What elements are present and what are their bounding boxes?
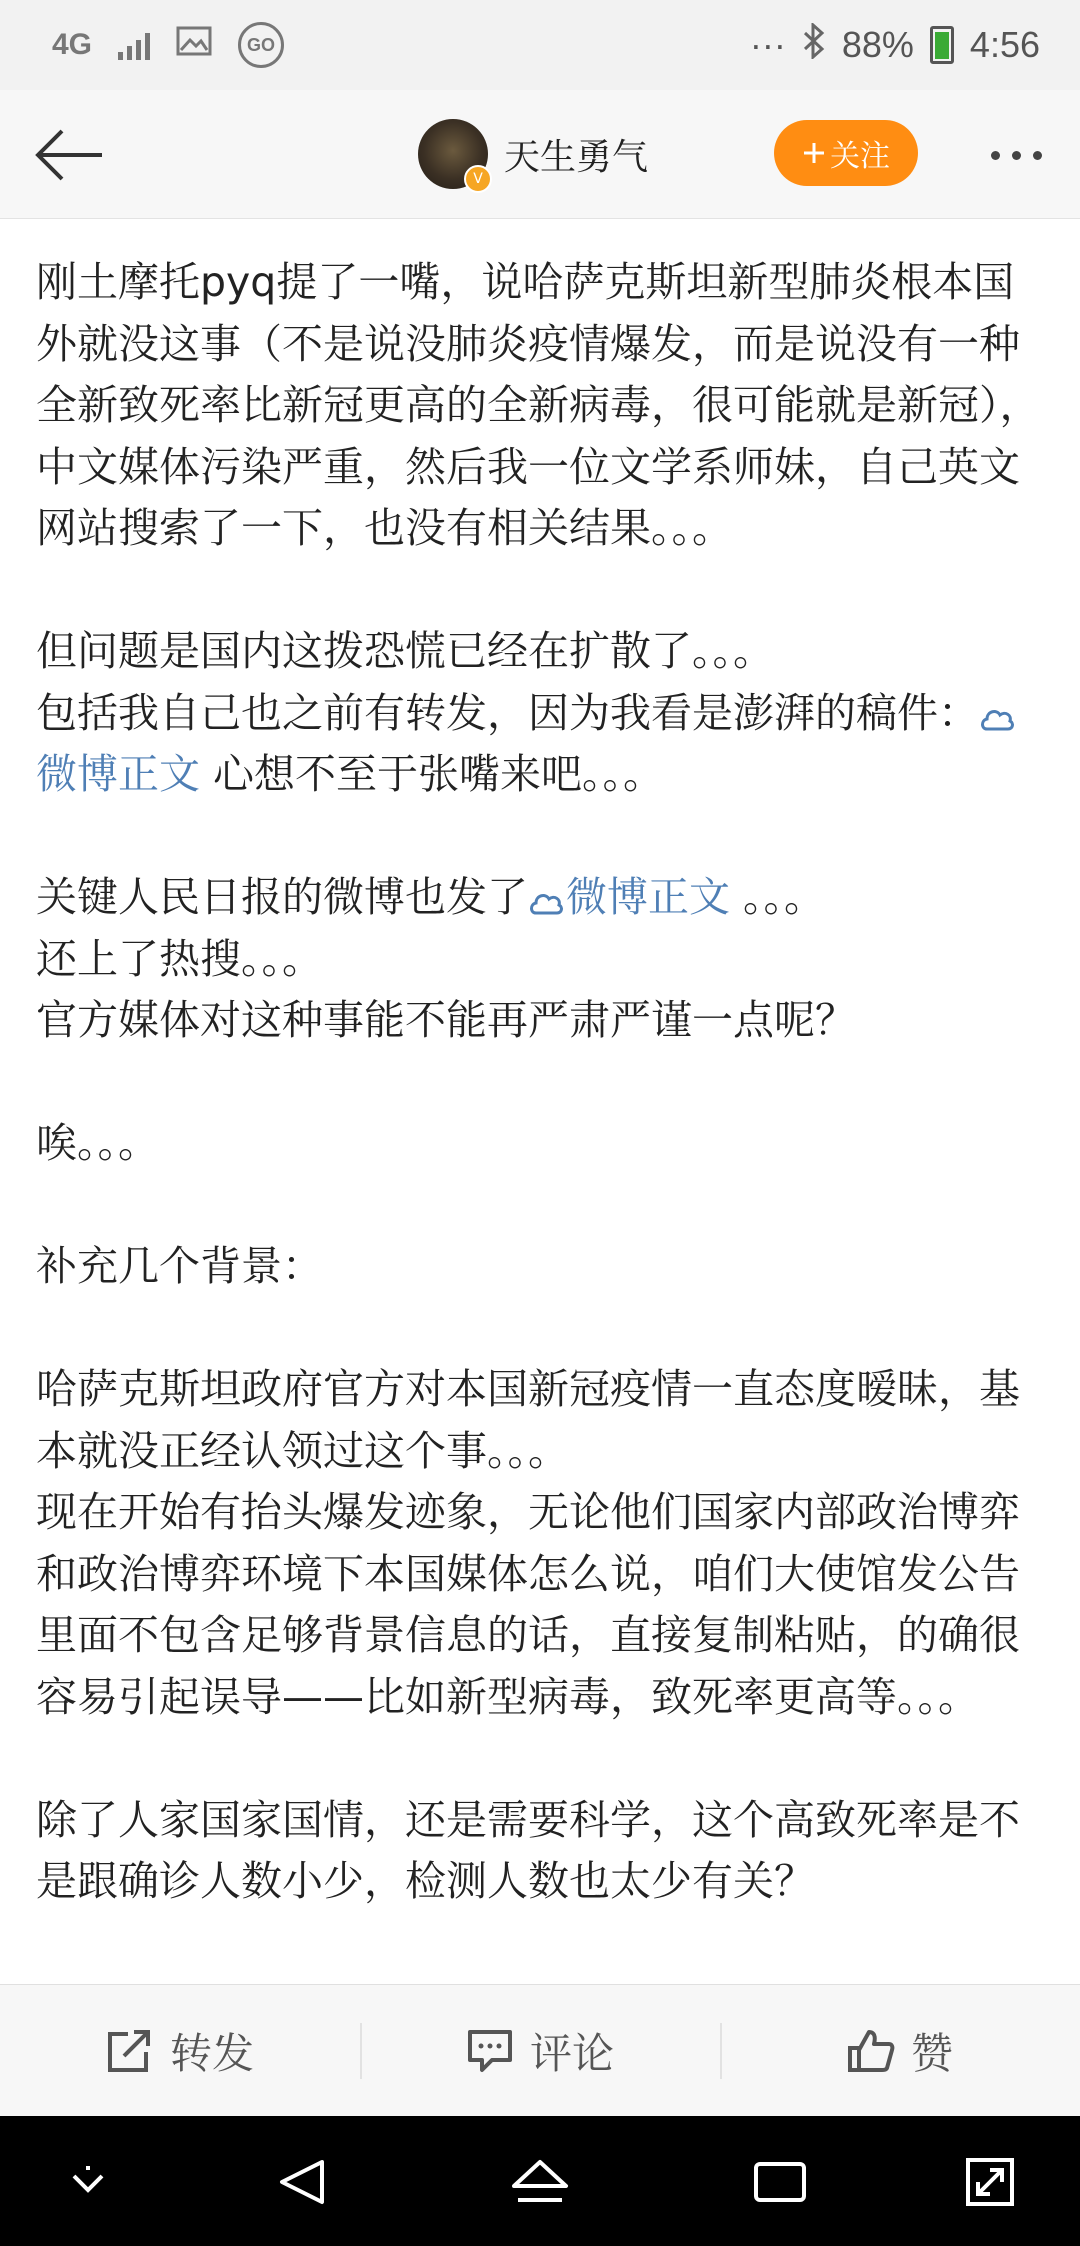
more-dot-icon xyxy=(1012,151,1021,160)
nav-recents-button[interactable] xyxy=(748,2150,812,2214)
hide-keyboard-button[interactable] xyxy=(56,2150,120,2214)
post-text: 关键人民日报的微博也发了 xyxy=(36,873,528,921)
blank-line xyxy=(36,1175,1046,1237)
more-status-icon: ··· xyxy=(749,24,786,65)
nav-back-button[interactable] xyxy=(270,2150,334,2214)
avatar[interactable] xyxy=(418,119,488,189)
weibo-link-label: 微博正文 xyxy=(566,873,730,921)
post-text: 包括我自己也之前有转发，因为我看是澎湃的稿件： xyxy=(36,688,979,737)
go-app-icon: GO xyxy=(238,22,284,68)
like-button[interactable] xyxy=(720,1985,1080,2117)
post-paragraph: 还上了热搜。。。 xyxy=(36,934,323,983)
action-bar xyxy=(0,1984,1080,2117)
post-paragraph: 刚土摩托pyq提了一嘴，说哈萨克斯坦新型肺炎根本国外就没这事（不是说没肺炎疫情爆发，而是说没有一种全新致死率比新冠更高的全新病毒，很可能就是新冠），中文媒体污染严重，然后我一位文学系师妹，自己英文网站搜索了一下，也没有相关结果。。。 xyxy=(36,258,1041,552)
image-notification-icon xyxy=(176,26,212,65)
blank-line xyxy=(36,806,1046,868)
user-block[interactable] xyxy=(418,118,648,190)
post-paragraph: 补充几个背景： xyxy=(36,1242,323,1290)
repost-button[interactable] xyxy=(0,1985,360,2117)
signal-icon xyxy=(118,30,150,60)
post-paragraph: 唉。。。 xyxy=(36,1119,159,1167)
link-cloud-icon xyxy=(979,703,1015,733)
status-bar xyxy=(0,0,1080,90)
follow-button[interactable] xyxy=(774,120,918,186)
post-paragraph: 哈萨克斯坦政府官方对本国新冠疫情一直态度暧昧，基本就没正经认领过这个事。。。 xyxy=(36,1365,1020,1475)
repost-icon xyxy=(106,2028,154,2074)
thumbs-up-icon xyxy=(847,2028,895,2074)
clock: 4:56 xyxy=(969,24,1040,65)
app-header xyxy=(0,90,1080,219)
post-paragraph: 除了人家国家国情，还是需要科学，这个高致死率是不是跟确诊人数小少，检测人数也太少有关？ xyxy=(36,1795,1020,1905)
post-paragraph xyxy=(36,683,1046,806)
username[interactable]: 天生勇气 xyxy=(504,136,649,178)
repost-label: 转发 xyxy=(169,2029,254,2078)
post-paragraph: 现在开始有抬头爆发迹象，无论他们国家内部政治博弈和政治博弈环境下本国媒体怎么说，咱们大使馆发公告里面不包含足够背景信息的话，直接复制粘贴，的确很容易引起误导——比如新型病毒，致死率更高等。。。 xyxy=(36,1488,1020,1721)
verified-badge-icon: V xyxy=(464,165,492,193)
chevron-down-icon xyxy=(66,2160,110,2204)
battery-percent: 88% xyxy=(841,24,914,65)
blank-line xyxy=(36,560,1046,622)
nav-home-button[interactable] xyxy=(508,2150,572,2214)
triangle-back-icon xyxy=(276,2156,328,2208)
expand-arrows-icon xyxy=(964,2156,1016,2208)
battery-icon xyxy=(930,26,954,64)
weibo-link[interactable] xyxy=(528,873,730,921)
post-paragraph xyxy=(36,867,1046,929)
follow-label: 关注 xyxy=(830,139,890,174)
post-text: 。。。 xyxy=(730,873,826,921)
plus-icon xyxy=(802,141,826,165)
more-options-button[interactable] xyxy=(976,130,1056,180)
bluetooth-icon xyxy=(802,23,826,68)
comment-icon xyxy=(466,2028,514,2074)
post-text: 心想不至于张嘴来吧。。。 xyxy=(200,750,665,798)
post-content xyxy=(36,252,1046,1982)
home-icon xyxy=(510,2156,570,2208)
blank-line xyxy=(36,1052,1046,1114)
post-paragraph: 官方媒体对这种事能不能再严肃严谨一点呢？ xyxy=(36,996,856,1044)
like-label: 赞 xyxy=(910,2029,953,2078)
status-left xyxy=(52,18,284,72)
comment-button[interactable] xyxy=(360,1985,720,2117)
back-button[interactable] xyxy=(28,120,108,190)
weibo-link-label: 微博正文 xyxy=(36,750,200,798)
network-type: 4G xyxy=(52,28,93,61)
more-dot-icon xyxy=(991,151,1000,160)
more-dot-icon xyxy=(1033,151,1042,160)
link-cloud-icon xyxy=(528,887,564,917)
recents-icon xyxy=(752,2158,808,2206)
comment-label: 评论 xyxy=(529,2029,614,2078)
nav-expand-button[interactable] xyxy=(958,2150,1022,2214)
post-paragraph: 但问题是国内这拨恐慌已经在扩散了。。。 xyxy=(36,627,774,675)
blank-line xyxy=(36,1298,1046,1360)
system-nav-bar xyxy=(0,2116,1080,2246)
back-arrow-icon xyxy=(32,127,104,183)
blank-line xyxy=(36,1728,1046,1790)
status-right xyxy=(750,18,1040,72)
